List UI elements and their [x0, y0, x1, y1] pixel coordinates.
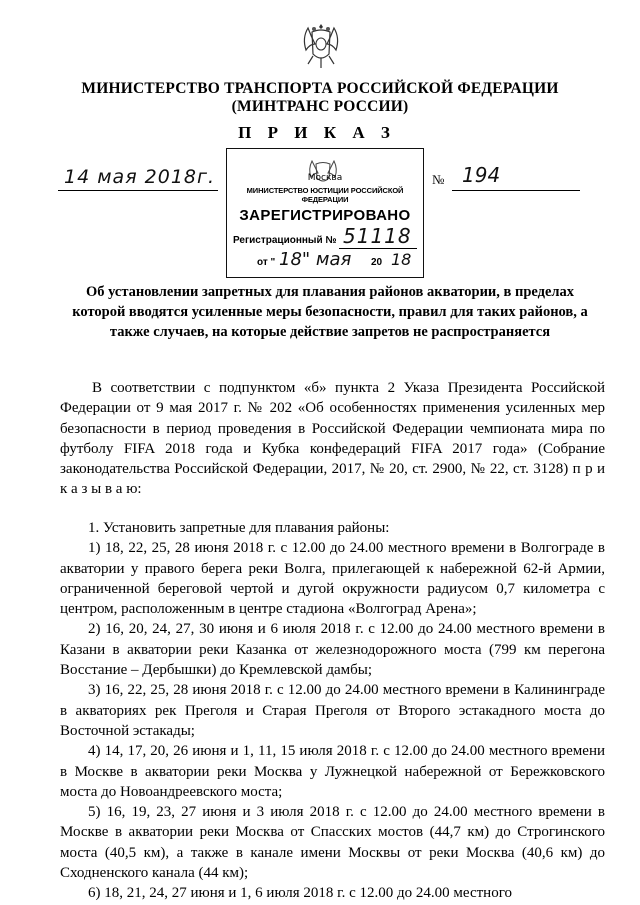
list-item: 5) 16, 19, 23, 27 июня и 3 июля 2018 г. с 12.00 до 24.00 местного времени в Москве в акватории реки Москва от Спасских мостов (44,7 км) до Строгинского моста (40,5 км), а также в канале имени Москвы от реки Москва (40,6 км) до Сходненского канала (44 км); [60, 804, 605, 882]
stamp-date-handwritten: 18" мая [279, 249, 352, 270]
order-number-handwritten: 194 [462, 163, 501, 187]
order-items [60, 518, 605, 904]
ministry-short-name: (МИНТРАНС РОССИИ) [231, 98, 409, 115]
coat-of-arms-emblem [298, 20, 344, 72]
ministry-name: МИНИСТЕРСТВО ТРАНСПОРТА РОССИЙСКОЙ ФЕДЕРАЦИИ [81, 80, 559, 97]
list-item: 1) 18, 22, 25, 28 июня 2018 г. с 12.00 до 24.00 местного времени в Волгограде в акватории у правого берега реки Волга, прилегающей к набережной 62-й Армии, ограниченной береговой чертой и дугой окружности радиусом 0,7 километра с центром, расположенным в центре стадиона «Волгоград Арена»; [60, 540, 605, 618]
stamp-city: Москва [307, 173, 343, 183]
stamp-year-prefix: 20 [371, 257, 383, 268]
stamp-regnum-label: Регистрационный № [233, 235, 337, 246]
order-date-handwritten: 14 мая 2018г. [64, 166, 216, 188]
order-number-underline [452, 190, 580, 191]
list-item: 1. Установить запретные для плавания районы: [88, 520, 390, 536]
stamp-year-handwritten: 18 [391, 250, 412, 269]
list-item: 2) 16, 20, 24, 27, 30 июня и 6 июля 2018 г. с 12.00 до 24.00 местного времени в Казани в акватории реки Казанка от железнодорожного моста (799 км перегона Восстание – Дербышки) до Кремлевской дамбы; [60, 621, 605, 679]
order-heading: П Р И К А З [238, 123, 396, 142]
stamp-ministry: МИНИСТЕРСТВО ЮСТИЦИИ РОССИЙСКОЙ ФЕДЕРАЦИИ [246, 186, 404, 204]
order-number-label: № [432, 172, 445, 187]
list-item: 6) 18, 21, 24, 27 июня и 1, 6 июля 2018 г. с 12.00 до 24.00 местного [88, 885, 512, 902]
registration-stamp [226, 148, 424, 278]
stamp-regnum-handwritten: 51118 [343, 224, 412, 248]
preamble-paragraph: В соответствии с подпунктом «б» пункта 2 Указа Президента Российской Федерации от 9 мая 2017 г. № 202 «Об особенностях применения усиленных мер безопасности в период проведения в Российской Федерации чемпионата мира по футболу FIFA 2018 года и Кубка конфедераций FIFA 2017 года» (Собрание законодательства Российской Федерации, 2017, № 20, ст. 2900, № 22, ст. 3128) п р и к а з ы в а ю: [60, 380, 605, 498]
stamp-registered: ЗАРЕГИСТРИРОВАНО [239, 207, 411, 224]
document-title: Об установлении запретных для плавания районов акватории, в пределах которой вводятся усиленные меры безопасности, правил для таких районов, а также случаев, на которые действие запретов не распространяется [72, 284, 588, 340]
list-item: 3) 16, 22, 25, 28 июня 2018 г. с 12.00 до 24.00 местного времени в Калининграде в акваториях рек Преголя и Старая Преголя от Второго эстакадного моста до Восточной эстакады; [60, 682, 605, 739]
list-item: 4) 14, 17, 20, 26 июня и 1, 11, 15 июля 2018 г. с 12.00 до 24.00 местного времени в Москве в акватории реки Москва у Лужнецкой набережной от Бережковского моста до Новоандреевского моста; [60, 743, 605, 800]
order-date-underline [58, 190, 218, 191]
stamp-date-prefix: от " [257, 257, 276, 268]
